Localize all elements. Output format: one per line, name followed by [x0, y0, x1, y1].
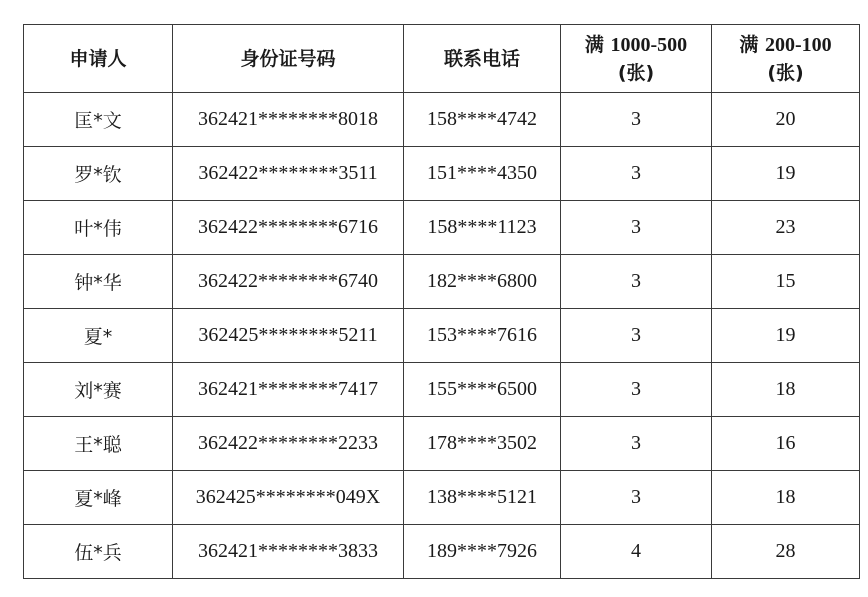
coupon-200-100-count-cell: 19: [712, 147, 860, 201]
table-row: [24, 417, 860, 471]
applicant-name-cell: 伍*兵: [24, 525, 173, 579]
table-row: [24, 201, 860, 255]
header-coupon-1000-500-amount: 1000-500: [610, 33, 688, 56]
header-coupon-200-100: [712, 25, 860, 93]
table-row: [24, 255, 860, 309]
id-number-cell: 362421********7417: [173, 363, 404, 417]
coupon-1000-500-count-cell: 4: [561, 525, 712, 579]
coupon-1000-500-count-cell: 3: [561, 147, 712, 201]
coupon-1000-500-count-cell: 3: [561, 309, 712, 363]
phone-cell: 138****5121: [404, 471, 561, 525]
id-number-cell: 362425********5211: [173, 309, 404, 363]
coupon-200-100-count-cell: 19: [712, 309, 860, 363]
phone-cell: 158****1123: [404, 201, 561, 255]
applicant-name-cell: 夏*峰: [24, 471, 173, 525]
phone-cell: 189****7926: [404, 525, 561, 579]
coupon-200-100-count-cell: 28: [712, 525, 860, 579]
table-header: [24, 25, 860, 93]
header-coupon-1000-500-unit: (张): [617, 61, 655, 84]
table-body: [24, 93, 860, 579]
coupon-200-100-count-cell: 18: [712, 363, 860, 417]
header-id-number: 身份证号码: [173, 25, 404, 93]
coupon-1000-500-count-cell: 3: [561, 471, 712, 525]
phone-cell: 182****6800: [404, 255, 561, 309]
coupon-1000-500-count-cell: 3: [561, 93, 712, 147]
id-number-cell: 362422********6716: [173, 201, 404, 255]
header-coupon-200-100-unit: (张): [767, 61, 804, 84]
table-row: [24, 471, 860, 525]
coupon-200-100-count-cell: 20: [712, 93, 860, 147]
phone-cell: 155****6500: [404, 363, 561, 417]
table-row: [24, 363, 860, 417]
coupon-1000-500-count-cell: 3: [561, 201, 712, 255]
header-applicant: 申请人: [24, 25, 173, 93]
header-coupon-200-100-amount: 200-100: [764, 33, 832, 56]
header-coupon-1000-500-title: [561, 31, 711, 59]
table-row: [24, 525, 860, 579]
id-number-cell: 362422********2233: [173, 417, 404, 471]
header-coupon-200-100-prefix: 满: [739, 33, 759, 56]
applicant-name-cell: 罗*钦: [24, 147, 173, 201]
coupon-1000-500-count-cell: 3: [561, 363, 712, 417]
header-phone: 联系电话: [404, 25, 561, 93]
applicant-name-cell: 钟*华: [24, 255, 173, 309]
header-row: [24, 25, 860, 93]
coupon-applicant-table: [23, 24, 860, 579]
coupon-200-100-count-cell: 16: [712, 417, 860, 471]
coupon-1000-500-count-cell: 3: [561, 255, 712, 309]
id-number-cell: 362421********8018: [173, 93, 404, 147]
applicant-name-cell: 匡*文: [24, 93, 173, 147]
applicant-name-cell: 叶*伟: [24, 201, 173, 255]
table-row: [24, 147, 860, 201]
coupon-200-100-count-cell: 15: [712, 255, 860, 309]
phone-cell: 158****4742: [404, 93, 561, 147]
id-number-cell: 362422********3511: [173, 147, 404, 201]
table-row: [24, 93, 860, 147]
applicant-name-cell: 刘*赛: [24, 363, 173, 417]
phone-cell: 153****7616: [404, 309, 561, 363]
coupon-200-100-count-cell: 18: [712, 471, 860, 525]
header-coupon-1000-500: [561, 25, 712, 93]
coupon-1000-500-count-cell: 3: [561, 417, 712, 471]
phone-cell: 178****3502: [404, 417, 561, 471]
id-number-cell: 362425********049X: [173, 471, 404, 525]
phone-cell: 151****4350: [404, 147, 561, 201]
applicant-name-cell: 王*聪: [24, 417, 173, 471]
applicant-name-cell: 夏*: [24, 309, 173, 363]
header-coupon-1000-500-prefix: 满: [584, 33, 604, 56]
coupon-200-100-count-cell: 23: [712, 201, 860, 255]
id-number-cell: 362421********3833: [173, 525, 404, 579]
id-number-cell: 362422********6740: [173, 255, 404, 309]
table-row: [24, 309, 860, 363]
header-coupon-200-100-title: [712, 31, 859, 59]
